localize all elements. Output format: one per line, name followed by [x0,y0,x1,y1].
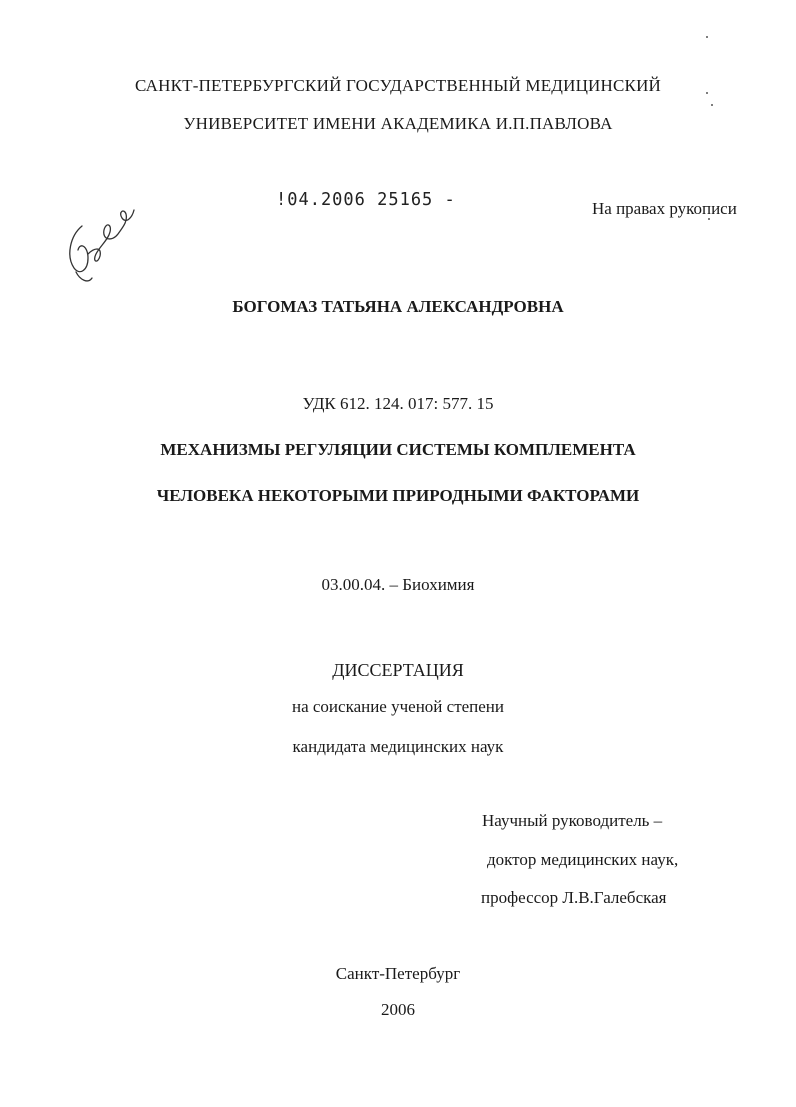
city: Санкт-Петербург [335,964,461,983]
scan-speck [706,36,708,38]
rights-reserved-note: На правах рукописи [592,199,737,218]
work-type: ДИССЕРТАЦИЯ [332,660,464,680]
degree-line-1: на соискание ученой степени [291,697,505,716]
institution-line-2: УНИВЕРСИТЕТ ИМЕНИ АКАДЕМИКА И.П.ПАВЛОВА [183,114,613,133]
year: 2006 [381,1000,415,1019]
institution-line-1: САНКТ-ПЕТЕРБУРГСКИЙ ГОСУДАРСТВЕННЫЙ МЕДИЦИНСКИЙ [134,76,662,95]
title-line-1: МЕХАНИЗМЫ РЕГУЛЯЦИИ СИСТЕМЫ КОМПЛЕМЕНТА [160,440,636,459]
supervisor-name: профессор Л.В.Галебская [481,888,667,907]
specialty-code: 03.00.04. – Биохимия [321,575,475,594]
registration-stamp-number: !04.2006 25165 - [276,189,456,211]
supervisor-label: Научный руководитель – [482,811,663,830]
supervisor-degree: доктор медицинских наук, [487,850,679,869]
scan-speck [708,218,710,220]
title-line-2: ЧЕЛОВЕКА НЕКОТОРЫМИ ПРИРОДНЫМИ ФАКТОРАМИ [156,486,640,505]
scan-speck [711,104,713,106]
scan-speck [706,92,708,94]
author-name: БОГОМАЗ ТАТЬЯНА АЛЕКСАНДРОВНА [232,297,564,316]
udc-code: УДК 612. 124. 017: 577. 15 [302,394,494,413]
handwritten-signature [62,196,142,291]
degree-line-2: кандидата медицинских наук [292,737,504,756]
